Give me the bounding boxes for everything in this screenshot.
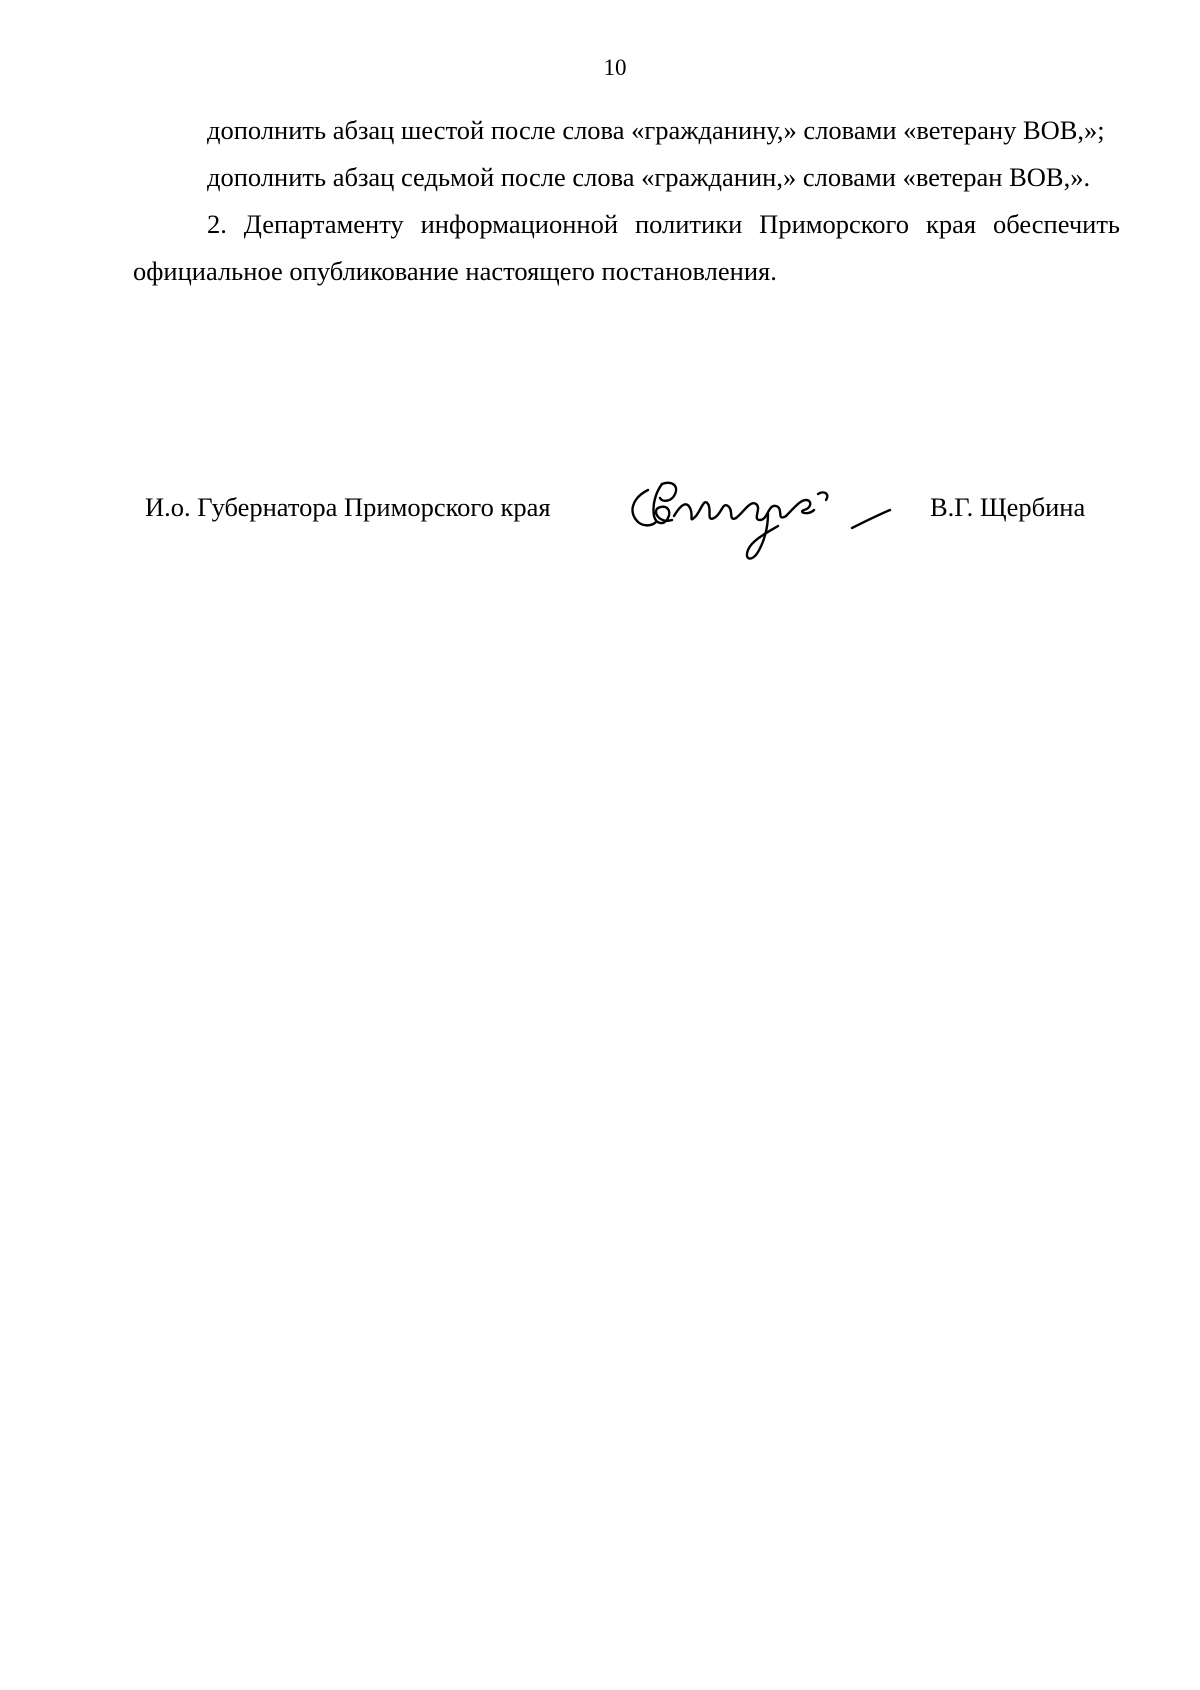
document-body [133,107,1120,295]
signatory-title: И.о. Губернатора Приморского края [145,492,551,522]
signature-block [0,470,1200,590]
page-number: 10 [603,55,627,80]
signatory-name: В.Г. Щербина [930,492,1086,522]
paragraph-amend-sixth: дополнить абзац шестой после слова «гражданину,» словами «ветерану ВОВ,»; [207,115,1105,145]
paragraph-amend-seventh: дополнить абзац седьмой после слова «гражданин,» словами «ветеран ВОВ,». [207,162,1091,192]
paragraph-publication: 2. Департаменту информационной политики Приморского края обеспечить официальное опубликование настоящего постановления. [133,209,1120,286]
handwritten-signature [618,470,908,570]
